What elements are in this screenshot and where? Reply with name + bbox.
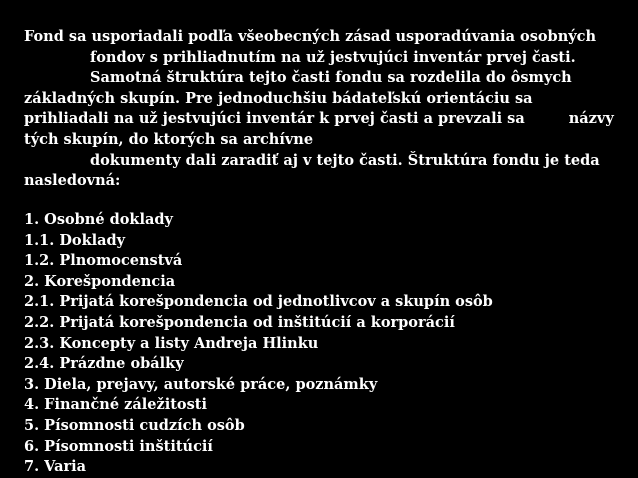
intro-line: nasledovná: — [24, 172, 121, 190]
intro-line-part: názvy — [568, 110, 614, 128]
intro-line: dokumenty dali zaradiť aj v tejto časti. Štruktúra fondu je teda — [90, 151, 600, 169]
structure-item: 1.1. Doklady — [24, 231, 126, 249]
intro-line: Fond sa usporiadali podľa všeobecných zásad usporadúvania osobných — [24, 28, 597, 45]
structure-item: 6. Písomnosti inštitúcií — [24, 437, 213, 455]
fund-structure-list — [24, 210, 624, 478]
intro-line: fondov s prihliadnutím na už jestvujúci inventár prvej časti. — [90, 48, 576, 66]
intro-paragraph — [24, 27, 624, 192]
intro-line: základných skupín. Pre jednoduchšiu bádateľskú orientáciu sa — [24, 89, 533, 107]
structure-item: 1.2. Plnomocenstvá — [24, 252, 183, 270]
structure-item: 4. Finančné záležitosti — [24, 396, 207, 414]
intro-line: Samotná štruktúra tejto časti fondu sa rozdelila do ôsmych — [90, 69, 572, 87]
structure-item: 2.1. Prijatá korešpondencia od jednotlivcov a skupín osôb — [24, 293, 493, 311]
structure-item: 5. Písomnosti cudzích osôb — [24, 416, 245, 434]
structure-item: 2. Korešpondencia — [24, 272, 176, 290]
structure-item: 1. Osobné doklady — [24, 211, 173, 228]
intro-line — [24, 109, 624, 130]
structure-item: 3. Diela, prejavy, autorské práce, poznámky — [24, 375, 378, 393]
intro-line-part: prihliadali na už jestvujúci inventár k prvej časti a prevzali sa — [24, 110, 525, 128]
structure-item: 2.2. Prijatá korešpondencia od inštitúcií a korporácií — [24, 313, 455, 331]
structure-item: 7. Varia — [24, 458, 87, 476]
structure-item: 2.4. Prázdne obálky — [24, 355, 184, 373]
structure-item: 2.3. Koncepty a listy Andreja Hlinku — [24, 334, 319, 352]
intro-line: tých skupín, do ktorých sa archívne — [24, 130, 314, 148]
